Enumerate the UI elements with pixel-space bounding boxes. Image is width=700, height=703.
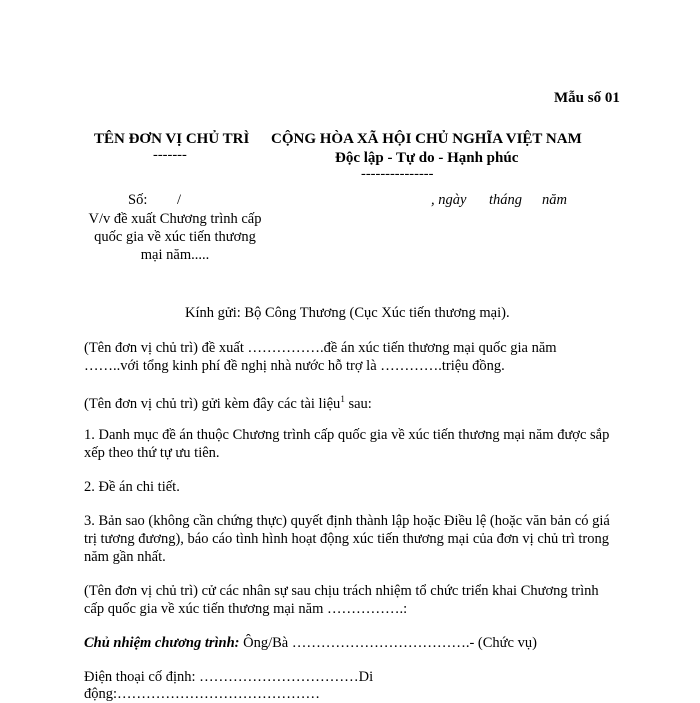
subject-line: V/v đề xuất Chương trình cấp (88, 211, 262, 227)
recipient: Kính gửi: Bộ Công Thương (Cục Xúc tiến thương mại). (185, 305, 510, 321)
number-slash: / (177, 192, 182, 208)
proposal-line-1: (Tên đơn vị chủ trì) đề xuất …………….đề án xúc tiến thương mại quốc gia năm (84, 340, 557, 356)
manager-line (84, 635, 537, 652)
attachment-item-3: 3. Bản sao (không cần chứng thực) quyết định thành lập hoặc Điều lệ (hoặc văn bản có giá trị tương đương), báo cáo tình hình hoạt động xúc tiến thương mại của đơn vị chủ trì trong năm gần nhất. (84, 513, 610, 565)
date-year: năm (542, 192, 567, 208)
attachments-tail: sau: (344, 395, 372, 412)
attachments-intro (84, 394, 372, 413)
manager-label: Chủ nhiệm chương trình: (84, 635, 240, 651)
attachments-text: (Tên đơn vị chủ trì) gửi kèm đây các tài liệu (84, 395, 341, 412)
subject-line: quốc gia về xúc tiến thương (94, 229, 256, 245)
nation-title: CỘNG HÒA XÃ HỘI CHỦ NGHĨA VIỆT NAM (271, 131, 582, 147)
footnote-marker: 1 (340, 394, 345, 404)
phone-line-1: Điện thoại cố định: ……………………………Di (84, 669, 374, 685)
subject-block (80, 210, 270, 264)
attachment-item-2: 2. Đề án chi tiết. (84, 479, 180, 495)
date-month: tháng (489, 192, 523, 208)
date-day: , ngày (431, 192, 467, 208)
manager-value: Ông/Bà ……………………………….- (Chức vụ) (239, 635, 537, 651)
subject-line: mại năm..... (140, 247, 210, 263)
number-label: Số: (128, 192, 148, 208)
org-rule: ------- (153, 147, 187, 163)
org-title: TÊN ĐƠN VỊ CHỦ TRÌ (94, 131, 250, 147)
phone-line-2: động:…………………………………… (84, 686, 321, 702)
personnel-intro: (Tên đơn vị chủ trì) cử các nhân sự sau chịu trách nhiệm tổ chức triển khai Chương trình cấp quốc gia về xúc tiến thương mại năm …………….: (84, 583, 599, 617)
motto: Độc lập - Tự do - Hạnh phúc (335, 150, 519, 166)
proposal-line-2: ……..với tổng kinh phí đề nghị nhà nước hỗ trợ là ………….triệu đồng. (84, 358, 505, 374)
motto-rule: --------------- (361, 166, 434, 182)
form-number: Mẫu số 01 (554, 90, 620, 106)
attachment-item-1: 1. Danh mục đề án thuộc Chương trình cấp quốc gia về xúc tiến thương mại năm được sắp xếp theo thứ tự ưu tiên. (84, 427, 610, 461)
